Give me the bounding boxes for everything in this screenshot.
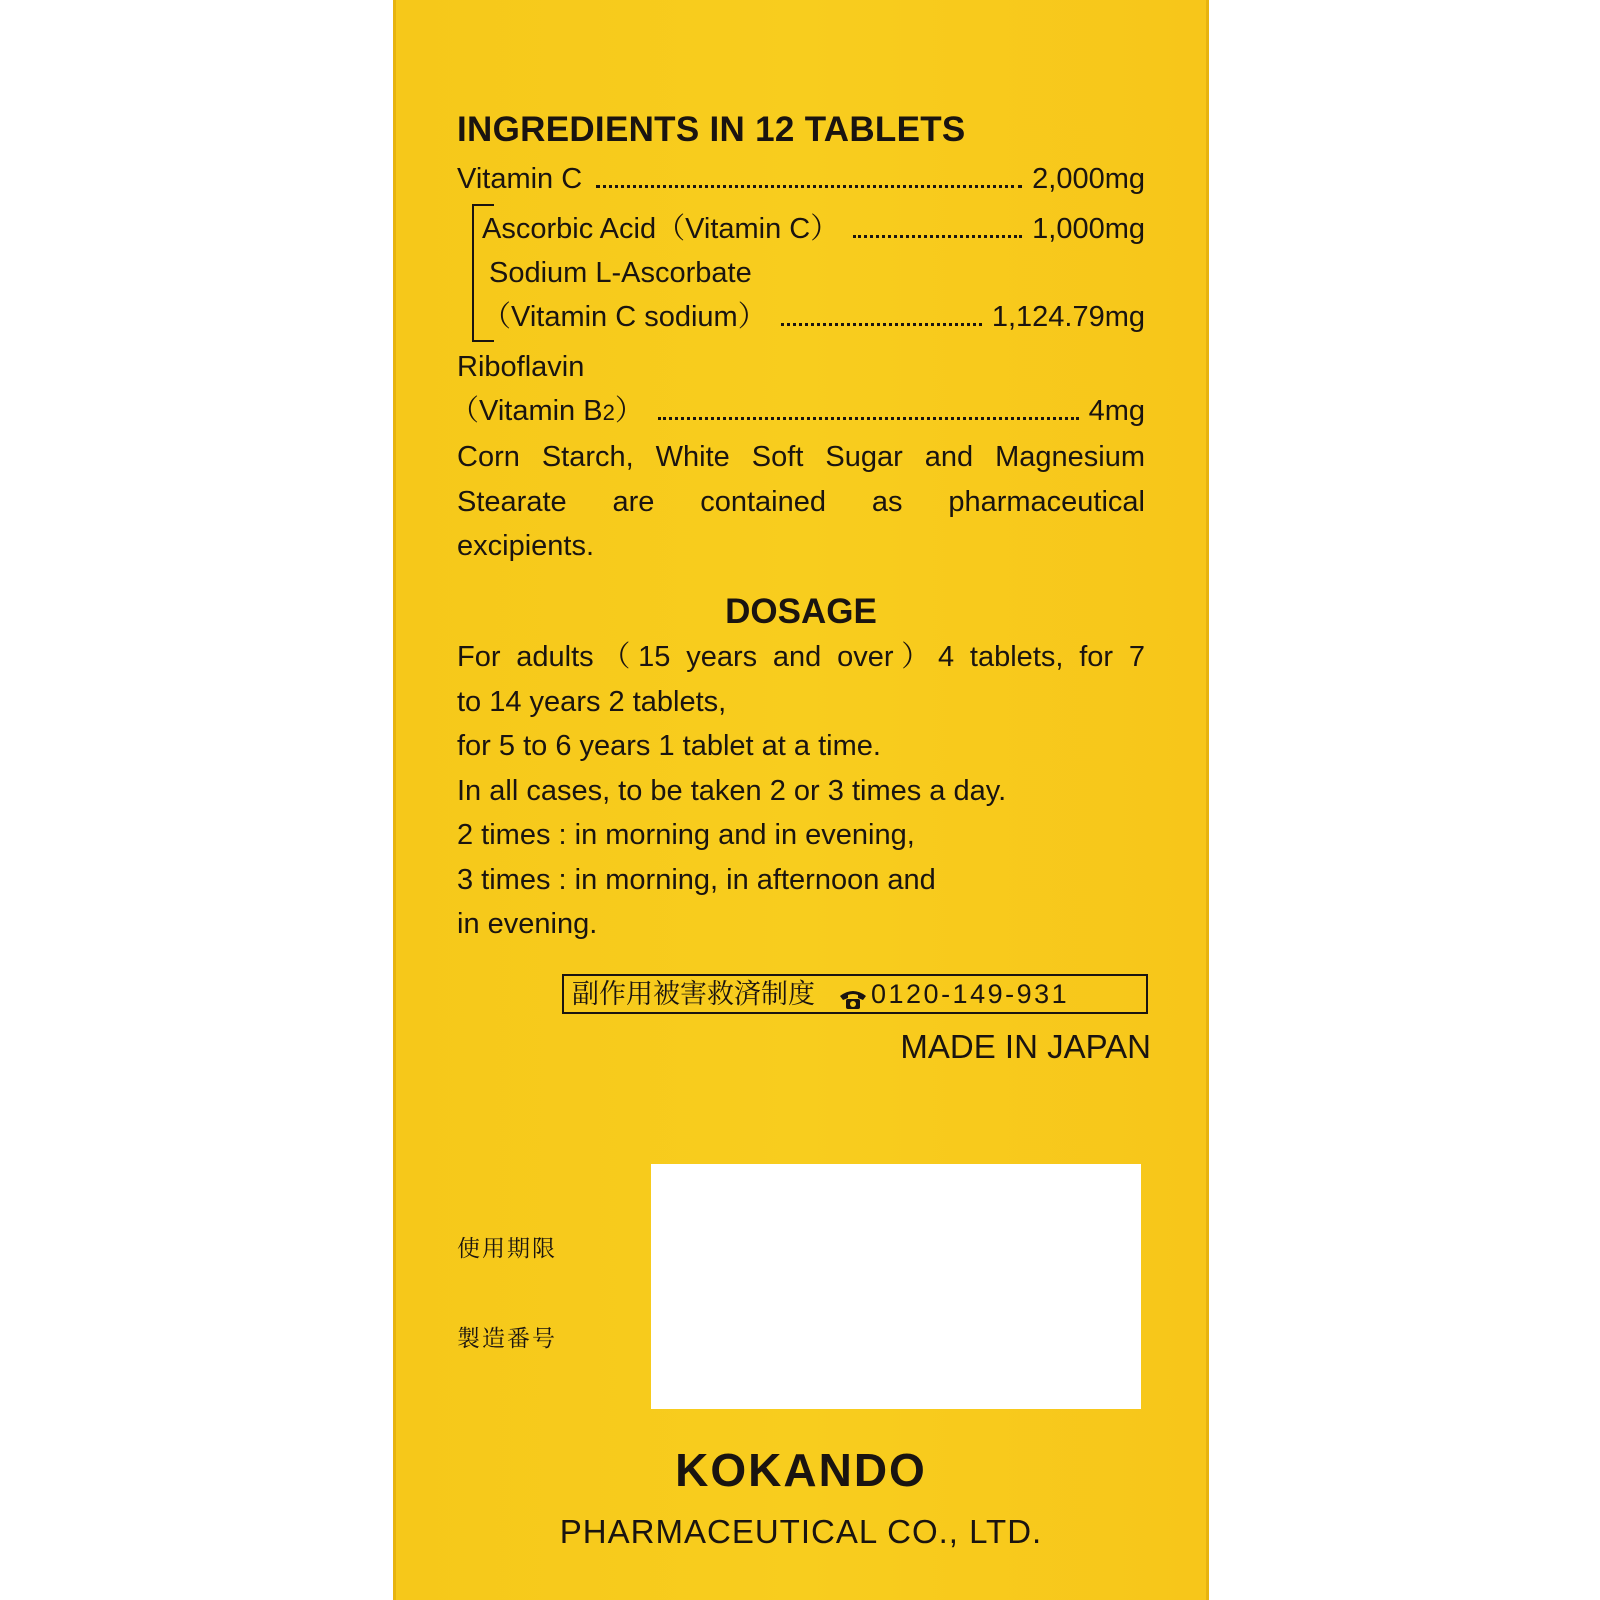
dosage-line7: in evening. [457,908,598,940]
excipients-line3: excipients. [457,530,595,562]
ascorbic-amount: 1,000mg [1032,213,1145,245]
excipients-line1: Corn Starch, White Soft Sugar and Magnesium [457,441,1145,473]
dot-leader [658,416,1079,420]
dosage-line6: 3 times : in morning, in afternoon and [457,863,936,896]
dot-leader [781,322,982,326]
relief-notice-text: 副作用被害救済制度 [572,979,815,1009]
dot-leader [596,184,1022,188]
dosage-line2: to 14 years 2 tablets, [457,685,727,718]
relief-phone-number: 0120-149-931 [871,979,1070,1009]
riboflavin-name-line1: Riboflavin [457,351,585,383]
panel-right-edge [1206,0,1209,1600]
riboflavin-name-text: （Vitamin B [450,395,603,427]
riboflavin-subscript: 2 [602,400,615,425]
made-in-label: MADE IN JAPAN [900,1028,1151,1065]
sodium-row [482,300,1145,334]
expiry-label: 使用期限 [457,1235,557,1261]
sodium-amount: 1,124.79mg [991,301,1145,333]
ascorbic-name: Ascorbic Acid（Vitamin C） [482,213,840,245]
dosage-line3: for 5 to 6 years 1 tablet at a time. [457,730,881,762]
vitamin-c-row [457,162,1145,196]
excipients-text [457,435,1145,569]
expiry-lot-print-area [651,1164,1141,1409]
dosage-line5: 2 times : in morning and in evening, [457,819,915,851]
dosage-heading: DOSAGE [725,592,877,631]
sodium-name-line1: Sodium L-Ascorbate [489,257,752,289]
riboflavin-name [450,394,644,430]
ingredients-heading: INGREDIENTS IN 12 TABLETS [457,110,966,149]
dosage-line1: For adults（15 years and over）4 tablets, for 7 [457,641,1145,673]
package-panel [393,0,1209,1600]
riboflavin-row [450,394,1145,430]
ascorbic-row [482,212,1145,246]
dosage-line4: In all cases, to be taken 2 or 3 times a day. [457,774,1007,807]
vitamin-c-amount: 2,000mg [1032,163,1145,195]
dosage-text [457,635,1145,947]
brand-subtitle: PHARMACEUTICAL CO., LTD. [559,1513,1043,1550]
relief-notice-box [562,974,1148,1014]
excipients-line2: Stearate are contained as pharmaceutical [457,485,1145,518]
sodium-name: （Vitamin C sodium） [482,301,767,333]
dot-leader [853,234,1022,238]
riboflavin-close: ） [614,395,644,427]
panel-left-edge [393,0,396,1600]
brand-name: KOKANDO [675,1444,927,1496]
relief-phone [839,976,1069,1012]
vitamin-c-name: Vitamin C [457,163,583,195]
riboflavin-amount: 4mg [1088,395,1145,427]
lot-label: 製造番号 [457,1325,557,1351]
phone-icon [839,983,867,1005]
